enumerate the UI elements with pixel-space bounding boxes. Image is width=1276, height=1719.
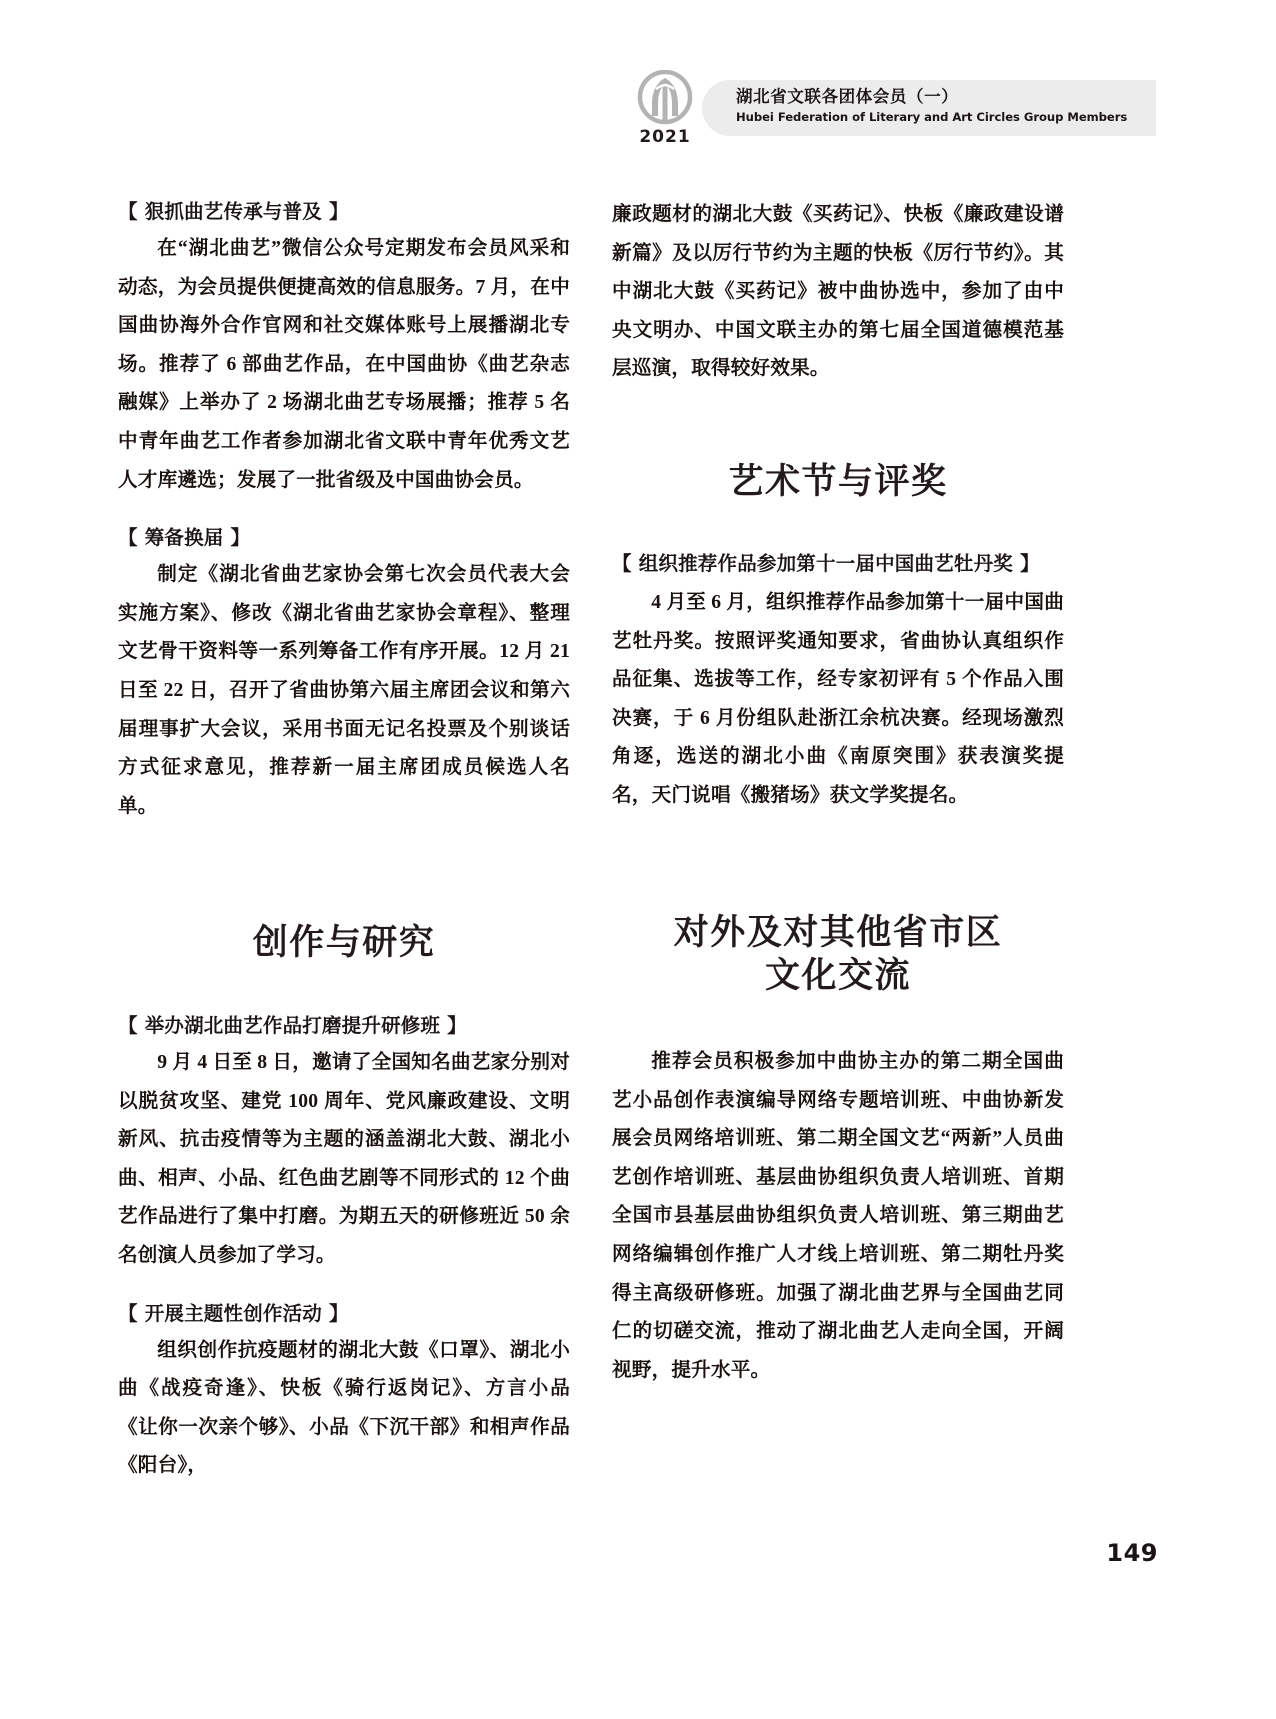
paragraph-wen-hua-jiao-liu: 推荐会员积极参加中曲协主办的第二期全国曲艺小品创作表演编导网络专题培训班、中曲协新发展会员网络培训班、第二期全国文艺“两新”人员曲艺创作培训班、基层曲协组织负责人培训班、首期全国市县基层曲协组织负责人培训班、第三期曲艺网络编辑创作推广人才线上培训班、第二期牡丹奖得主高级研修班。加强了湖北曲艺界与全国曲艺同仁的切磋交流，推动了湖北曲艺人走向全国，开阔视野，提升水平。	[612, 1051, 1064, 1381]
header-logo	[628, 70, 702, 146]
page-header	[620, 68, 1140, 148]
paragraph-zhu-ti-xing-chuang-zuo: 组织创作抗疫题材的湖北大鼓《口罩》、湖北小曲《战疫奇逢》、快板《骑行返岗记》、方言小品《让你一次亲个够》、小品《下沉干部》和相声作品《阳台》，	[118, 1339, 570, 1477]
big-title-wen-hua-jiao-liu-line1: 对外及对其他省市区	[673, 912, 1003, 953]
right-column	[612, 196, 1064, 1390]
section-heading-chou-bei-huan-jie: 【 筹备换届 】	[118, 526, 251, 550]
header-title-band	[702, 80, 1156, 136]
section-heading-yan-xiu-ban: 【 举办湖北曲艺作品打磨提升研修班 】	[118, 1014, 467, 1038]
spacer	[612, 816, 1064, 912]
spacer	[612, 389, 1064, 461]
spacer	[118, 1276, 570, 1298]
section-heading-zhu-ti-xing-chuang-zuo: 【 开展主题性创作活动 】	[118, 1301, 349, 1325]
spacer	[118, 500, 570, 522]
big-title-yi-shu-jie-yu-ping-jiang: 艺术节与评奖	[728, 461, 948, 502]
paragraph-qu-yi-chuan-cheng: 在“湖北曲艺”微信公众号定期发布会员风采和动态，为会员提供便捷高效的信息服务。7 月，在中国曲协海外合作官网和社交媒体账号上展播湖北专场。推荐了 6 部曲艺作品，在中国曲协《曲艺杂志融媒》上举办了 2 场湖北曲艺专场展播；推荐 5 名中青年曲艺工作者参加湖北省文联中青年优秀文艺人才库遴选；发展了一批省级及中国曲协会员。	[118, 238, 570, 491]
hubei-federation-emblem-icon	[628, 70, 702, 126]
big-title-chuang-zuo-yu-yan-jiu: 创作与研究	[252, 923, 436, 964]
left-column	[118, 196, 570, 1486]
spacer	[612, 505, 1064, 549]
paragraph-yan-xiu-ban: 9 月 4 日至 8 日，邀请了全国知名曲艺家分别对以脱贫攻坚、建党 100 周年、党风廉政建设、文明新风、抗击疫情等为主题的涵盖湖北大鼓、湖北小曲、相声、小品、红色曲艺剧等不同形式的 12 个曲艺作品进行了集中打磨。为期五天的研修班近 50 余名创演人员参加了学习。	[118, 1052, 570, 1267]
header-title-en: Hubei Federation of Literary and Art Circles Group Members	[736, 110, 1128, 125]
big-title-wen-hua-jiao-liu-line2: 文化交流	[764, 956, 911, 997]
paragraph-mu-dan-jiang: 4 月至 6 月，组织推荐作品参加第十一届中国曲艺牡丹奖。按照评奖通知要求，省曲协认真组织作品征集、选拔等工作，经专家初评有 5 个作品入围决赛，于 6 月份组队赴浙江余杭决赛。经现场激烈角逐，选送的湖北小曲《南原突围》获表演奖提名，天门说唱《搬猪场》获文学奖提名。	[612, 591, 1064, 806]
paragraph-chou-bei-huan-jie: 制定《湖北省曲艺家协会第七次会员代表大会实施方案》、修改《湖北省曲艺家协会章程》、整理文艺骨干资料等一系列筹备工作有序开展。12 月 21 日至 22 日，召开了省曲协第六届主席团会议和第六届理事扩大会议，采用书面无记名投票及个别谈话方式征求意见，推荐新一届主席团成员候选人名单。	[118, 564, 570, 817]
section-heading-mu-dan-jiang: 【 组织推荐作品参加第十一届中国曲艺牡丹奖 】	[612, 551, 1040, 575]
spacer	[612, 999, 1064, 1043]
spacer	[118, 826, 570, 922]
paragraph-continued: 廉政题材的湖北大鼓《买药记》、快板《廉政建设谱新篇》及以厉行节约为主题的快板《厉行节约》。其中湖北大鼓《买药记》被中曲协选中，参加了由中央文明办、中国文联主办的第七届全国道德模范基层巡演，取得较好效果。	[612, 204, 1064, 380]
logo-year: 2021	[639, 127, 691, 147]
section-heading-qu-yi-chuan-cheng: 【 狠抓曲艺传承与普及 】	[118, 200, 349, 223]
page-number: 149	[1106, 1539, 1158, 1567]
spacer	[118, 966, 570, 1010]
header-title-cn: 湖北省文联各团体会员（一）	[736, 87, 959, 106]
